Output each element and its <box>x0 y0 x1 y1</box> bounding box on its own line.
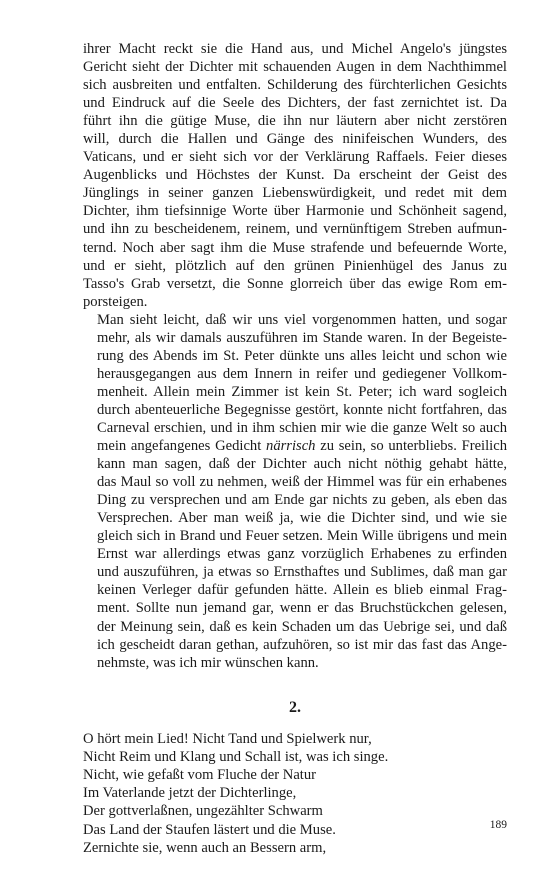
section-number: 2. <box>289 698 301 716</box>
page-body <box>83 40 507 857</box>
paragraph-summary <box>83 40 507 311</box>
text-line: führt ihn die gütige Muse, die ihn nur läutern aber nicht zerstören <box>83 113 507 130</box>
text-line: porsteigen. <box>83 293 148 310</box>
poem-line: Nicht, wie gefaßt vom Fluche der Natur <box>83 767 317 784</box>
text-line: Ernst war allerdings etwas ganz vorzüglich Erhabenes zu erfinden <box>97 546 507 563</box>
paragraph-commentary <box>83 311 507 672</box>
poem-line: Der gottverlaßnen, ungezählter Schwarm <box>83 803 323 820</box>
text-line: ihrer Macht reckt sie die Hand aus, und Michel Angelo's jüngstes <box>83 41 507 57</box>
text-line: ment. Sollte nun jemand gar, wenn er das Bruchstückchen gelesen, <box>97 600 507 617</box>
text-line: Tasso's Grab versetzt, die Sonne glorreich über das ewige Rom em- <box>83 275 507 292</box>
text-line: der Meinung sein, daß es kein Schaden um das Uebrige sei, und daß <box>97 618 507 635</box>
text-line: keinen Verleger dafür gefunden hätte. Allein es blieb einmal Frag- <box>97 582 507 599</box>
text-line: das Maul so voll zu nehmen, weiß der Himmel was für ein erhabenes <box>97 474 507 491</box>
text-line: will, durch die Hallen und Gänge des ninifeischen Wunders, des <box>83 131 507 148</box>
poem-line: Das Land der Staufen lästert und die Muse. <box>83 821 336 838</box>
text-line: Jünglings in seiner ganzen Liebenswürdigkeit, und redet mit dem <box>83 185 507 202</box>
text-line: durch abenteuerliche Begegnisse gestört, konnte nicht fortfahren, das <box>97 401 507 418</box>
poem-line: Im Vaterlande jetzt der Dichterlinge, <box>83 785 297 802</box>
text-line: Ding zu versprechen und am Ende gar nichts zu geben, als eben das <box>97 492 507 509</box>
text-line: rung des Abends im St. Peter dünkte uns alles leicht und schon wie <box>97 347 507 364</box>
text-line: herausgegangen aus dem Innern in reifer und gediegener Vollkom- <box>97 365 507 382</box>
text-line: Vaticans, und er sieht sich vor der Verklärung Raffaels. Feier dieses <box>83 149 507 166</box>
text-line: nehmste, was ich mir wünschen kann. <box>97 654 319 671</box>
text-line: Versprechen. Aber man weiß ja, wie die Dichter sind, und wie sie <box>97 510 507 527</box>
text-line: Carneval erschien, und in ihm schien mir wie die ganze Welt so auch <box>97 419 507 436</box>
text-line: mein angefangenes Gedicht närrisch zu sein, so unterbliebs. Freilich <box>97 438 507 455</box>
text-line: und auszuführen, ja etwas so Ernsthaftes und Sublimes, daß man gar <box>97 564 507 581</box>
text-line: und ihn zu bescheidenem, reinem, und vernünftigem Streben aufmun- <box>83 221 507 238</box>
text-line: kann man sagen, daß der Dichter auch nicht nöthig gehabt hätte, <box>97 456 507 473</box>
text-line: und Eindruck auf die Seele des Dichters, der fast zernichtet ist. Da <box>83 95 507 112</box>
page-number: 189 <box>489 819 507 831</box>
poem-line: Zernichte sie, wenn auch an Bessern arm, <box>83 839 327 856</box>
text-line: ich gescheidt daran gethan, aufzuhören, so ist mir das fast das Ange- <box>97 636 507 653</box>
text-line: gleich sich in Brand und Feuer setzen. Mein Wille übrigens und mein <box>97 528 507 545</box>
text-line: Augenblicks und Höchstes der Kunst. Da erscheint der Geist des <box>83 167 507 184</box>
text-line: mehr, als wir damals auszuführen im Stande waren. In der Begeiste- <box>97 329 507 346</box>
text-line: und er sieht, plötzlich auf den grünen Pinienhügel des Janus zu <box>83 257 507 274</box>
poem-line: Nicht Reim und Klang und Schall ist, was ich singe. <box>83 748 389 765</box>
text-line: menheit. Allein mein Zimmer ist kein St. Peter; ich ward sogleich <box>97 383 507 400</box>
emphasis: närrisch <box>266 438 316 455</box>
poem-stanza <box>83 730 507 857</box>
text-line: Man sieht leicht, daß wir uns viel vorgenommen hatten, und sogar <box>97 311 507 328</box>
text-line: Dichter, ihm tiefsinnige Worte über Harmonie und Schönheit sagend, <box>83 203 507 220</box>
text-line: sich ausbreiten und entfalten. Schilderung des fürchterlichen Gesichts <box>83 77 507 94</box>
text-line: ternd. Noch aber sagt ihm die Muse strafende und befeuernde Worte, <box>83 239 507 256</box>
text-line: Gericht sieht der Dichter mit schauenden Augen in dem Nachthimmel <box>83 59 507 76</box>
poem-line: O hört mein Lied! Nicht Tand und Spielwerk nur, <box>83 730 372 747</box>
